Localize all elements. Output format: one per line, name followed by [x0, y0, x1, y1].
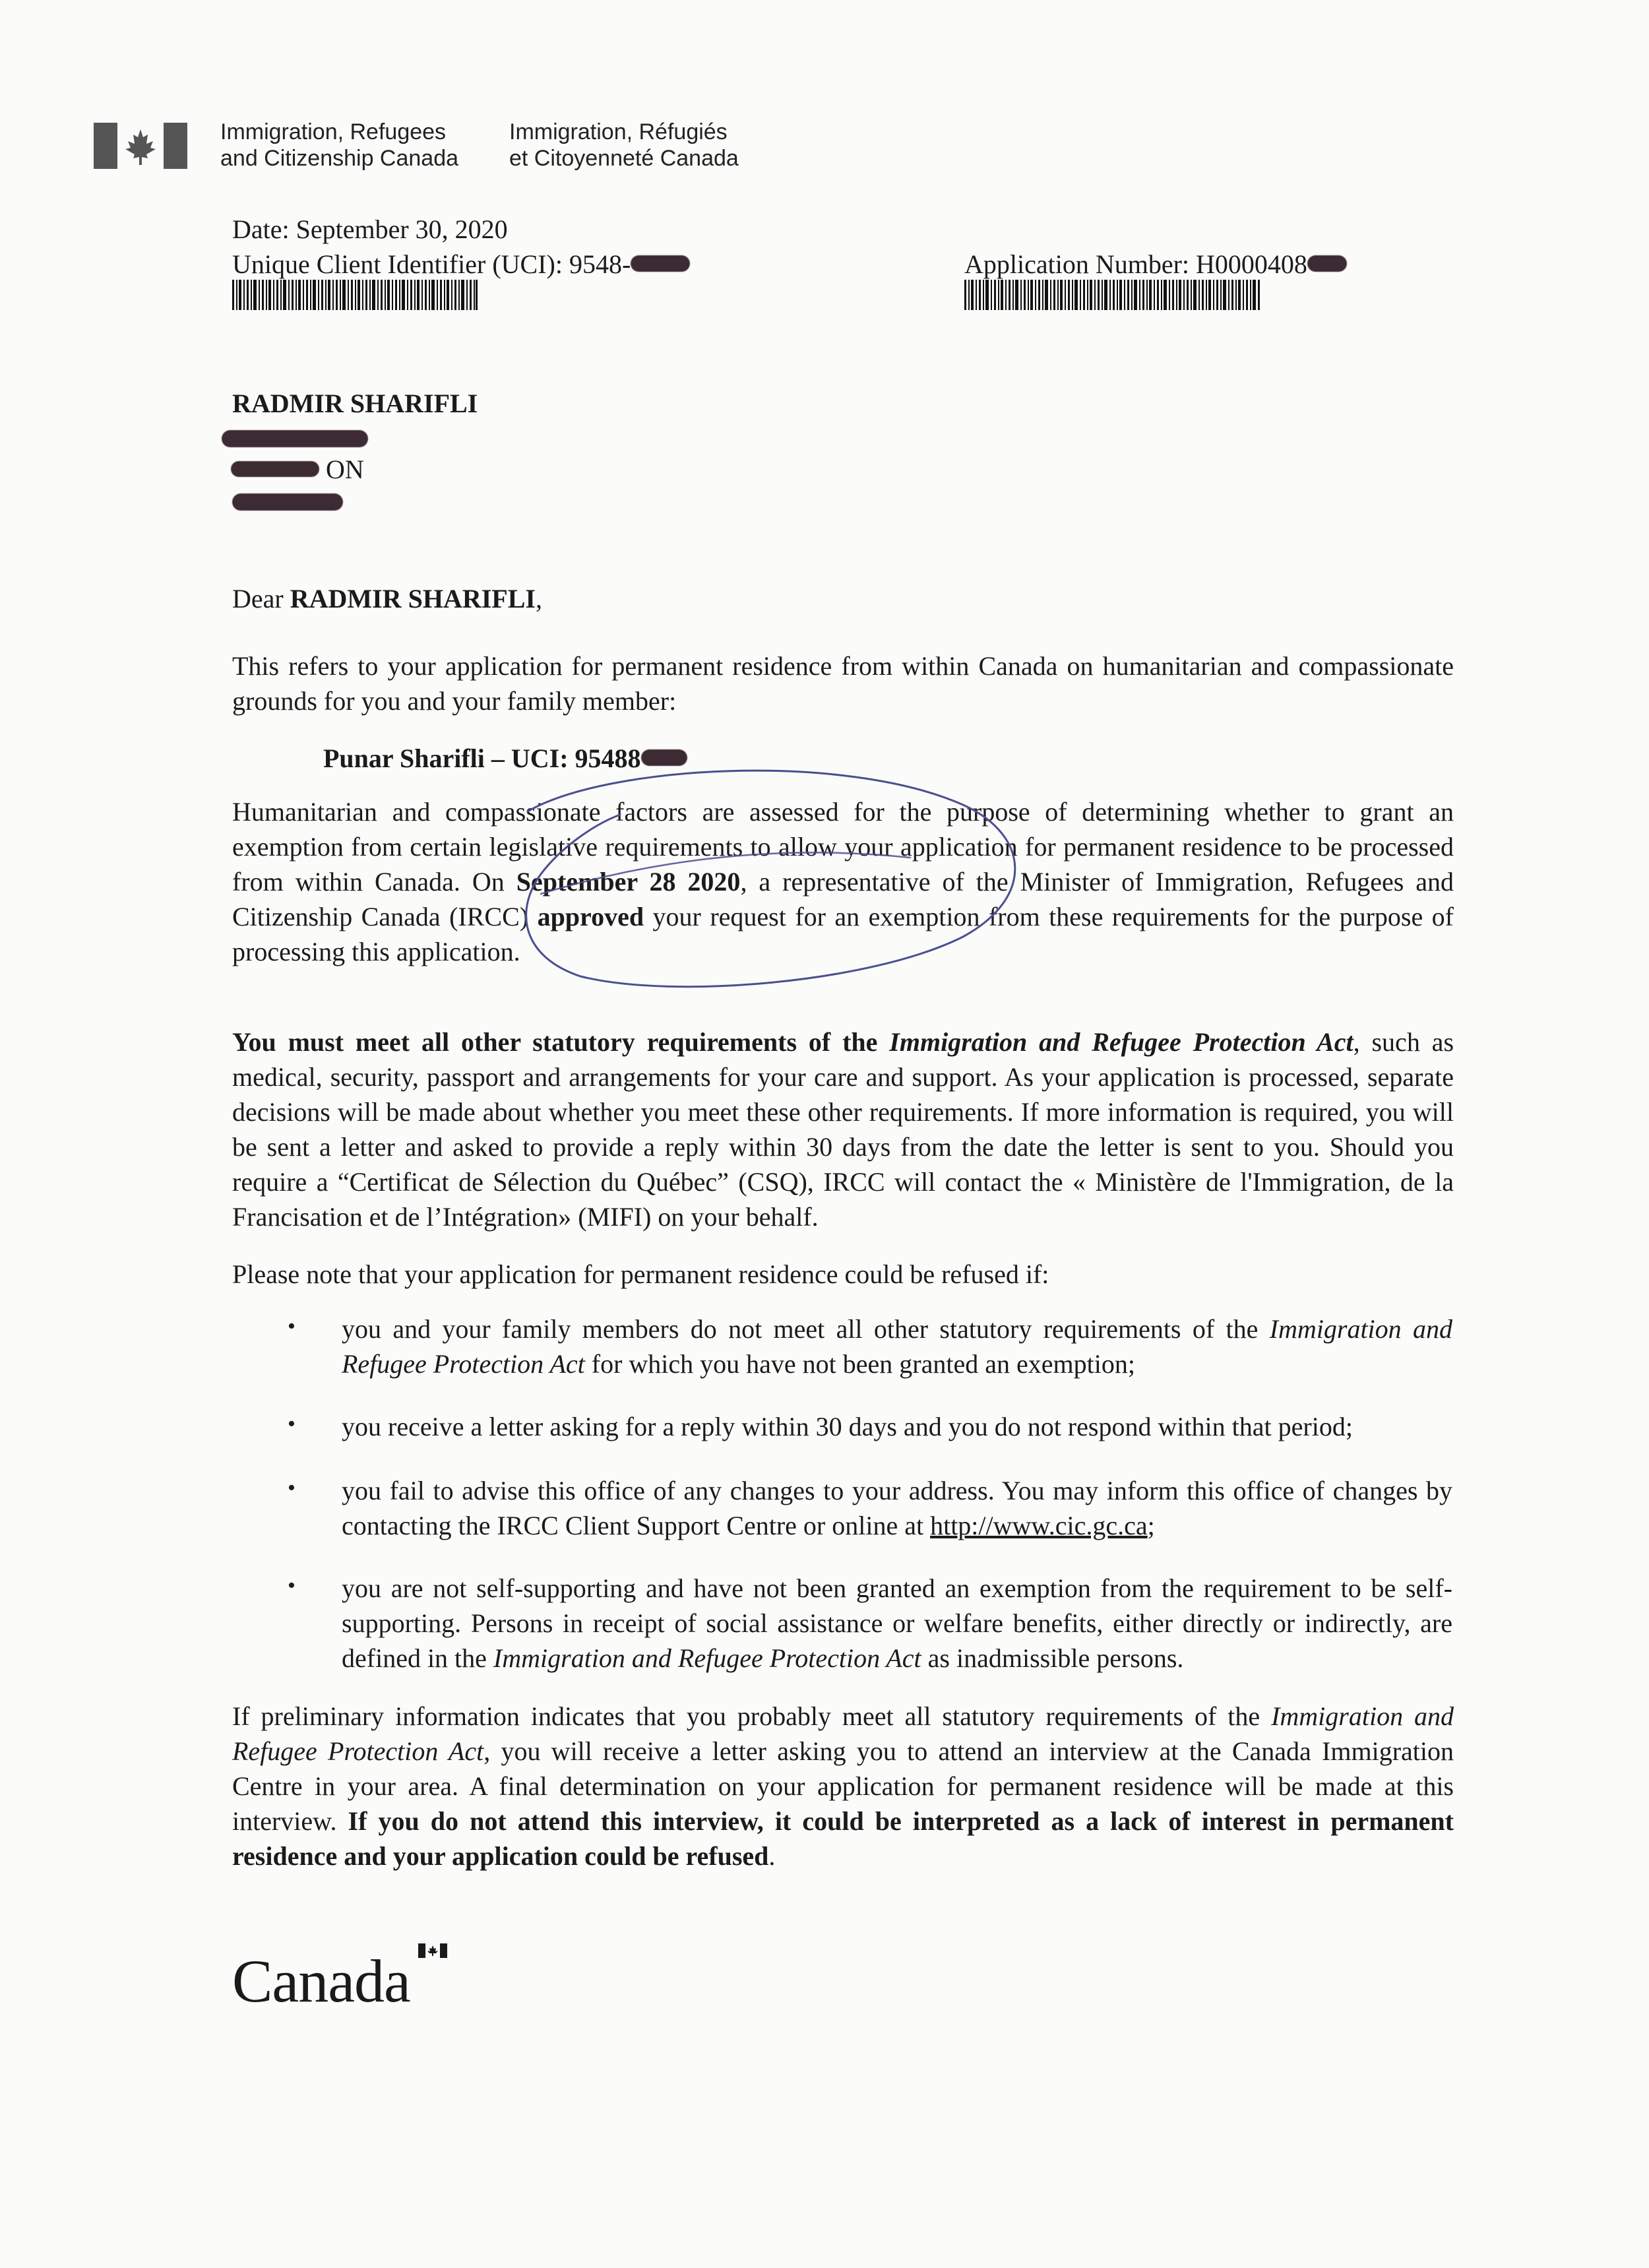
hc-text-3: your request for an exemption from these requirements for the purpose of processing this application.: [232, 902, 1454, 966]
bullet-item-4: [342, 1571, 1452, 1676]
city-province: ON: [326, 455, 364, 484]
uci-barcode: [232, 280, 478, 310]
requirements-bold: You must meet all other statutory requirements of the: [232, 1027, 890, 1057]
final-warning: If you do not attend this interview, it could be interpreted as a lack of interest in permanent residence and your application could be refused: [232, 1806, 1454, 1871]
bullet4-text-a: you are not self-supporting and have not been granted an exemption from the requirement to be self-supporting. Persons in receipt of social assistance or welfare benefits, either directly or indirectly, are defined in the: [342, 1573, 1452, 1673]
salutation: [232, 582, 542, 616]
bullet-marker: •: [288, 1314, 296, 1339]
hc-decision-date: September 28 2020: [516, 867, 741, 897]
hc-text-2: , a representative of the Minister of Immigration, Refugees and Citizenship Canada (IRCC): [232, 867, 1454, 931]
bullet3-text-a: you fail to advise this office of any changes to your address. You may inform this office of changes by contacting the IRCC Client Support Centre or online at: [342, 1476, 1452, 1540]
recipient-name: RADMIR SHARIFLI: [232, 389, 478, 418]
redaction-mark: [1307, 255, 1347, 272]
family-member: Punar Sharifli – UCI: 95488: [323, 743, 641, 773]
final-text-a: If preliminary information indicates that you probably meet all statutory requirements of the: [232, 1701, 1272, 1731]
requirements-act: Immigration and Refugee Protection Act: [889, 1027, 1353, 1057]
redaction-mark: [222, 430, 368, 447]
refusal-note: Please note that your application for permanent residence could be refused if:: [232, 1259, 1049, 1289]
department-name-english: [220, 119, 458, 172]
cic-website-link[interactable]: http://www.cic.gc.ca: [930, 1511, 1148, 1540]
bullet1-text-b: for which you have not been granted an exemption;: [584, 1349, 1135, 1379]
final-end: .: [768, 1841, 776, 1871]
address-city-line: [231, 453, 364, 487]
hc-text-1: Humanitarian and compassionate factors are assessed for the purpose of determining whether to grant an exemption from certain legislative requirements to allow your application for permanent residence to be processed from within Canada. On: [232, 797, 1454, 897]
department-name-french: [509, 119, 739, 172]
bullet-item-3: [342, 1473, 1452, 1543]
bullet4-act: Immigration and Refugee Protection Act: [493, 1643, 921, 1673]
interview-paragraph: [232, 1699, 1454, 1874]
final-act: Immigration and Refugee Protection Act: [232, 1701, 1454, 1766]
address-line-redacted: [222, 430, 368, 450]
postal-code-redacted: [232, 493, 343, 513]
dept-en-line1: Immigration, Refugees: [220, 119, 447, 144]
bullet-marker: •: [288, 1412, 296, 1436]
salutation-suffix: ,: [535, 584, 542, 614]
application-barcode: [964, 280, 1260, 310]
salutation-prefix: Dear: [232, 584, 290, 614]
bullet1-text-a: you and your family members do not meet all other statutory requirements of the: [342, 1314, 1270, 1344]
dept-fr-line1: Immigration, Réfugiés: [509, 119, 728, 144]
wordmark-flag-icon: [418, 1943, 447, 1958]
uci-label: Unique Client Identifier (UCI): 9548-: [232, 249, 631, 279]
pen-annotation-circle: [501, 759, 1049, 1009]
hc-approved: approved: [537, 902, 644, 931]
salutation-name: RADMIR SHARIFLI: [290, 584, 536, 614]
dept-en-line2: and Citizenship Canada: [220, 146, 459, 171]
uci-line: [232, 247, 690, 282]
application-number-line: [964, 247, 1347, 282]
bullet3-text-b: ;: [1147, 1511, 1155, 1540]
final-text-b: , you will receive a letter asking you to attend an interview at the Canada Immigration Centre in your area. A final determination on your application for permanent residence will be made at this interview.: [232, 1736, 1454, 1836]
dept-fr-line2: et Citoyenneté Canada: [509, 146, 739, 171]
redaction-mark: [232, 493, 343, 511]
requirements-paragraph: [232, 1024, 1454, 1234]
canada-wordmark: [232, 1946, 410, 2016]
bullet-item-2: you receive a letter asking for a reply within 30 days and you do not respond within that period;: [342, 1412, 1353, 1441]
application-number-label: Application Number: H0000408: [964, 249, 1307, 279]
wordmark-text: Canada: [232, 1947, 410, 2015]
intro-paragraph: This refers to your application for permanent residence from within Canada on humanitarian and compassionate grounds for you and your family member:: [232, 651, 1454, 716]
letter-date: Date: September 30, 2020: [232, 214, 508, 244]
bullet-marker: •: [288, 1573, 296, 1598]
bullet-marker: •: [288, 1476, 296, 1500]
redaction-mark: [231, 461, 319, 477]
bullet4-text-b: as inadmissible persons.: [921, 1643, 1184, 1673]
redaction-mark: [631, 255, 690, 272]
bullet-item-1: [342, 1311, 1452, 1381]
requirements-rest: , such as medical, security, passport and arrangements for your care and support. As your application is processed, separate decisions will be made about whether you meet these other requirements. If more information is required, you will be sent a letter and asked to provide a reply within 30 days from the date the letter is sent to you. Should you require a “Certificat de Sélection du Québec” (CSQ), IRCC will contact the « Ministère de l'Immigration, de la Francisation et de l’Intégration» (MIFI) on your behalf.: [232, 1027, 1454, 1232]
bullet1-act: Immigration and Refugee Protection Act: [342, 1314, 1452, 1379]
canada-flag-logo: [94, 123, 187, 169]
